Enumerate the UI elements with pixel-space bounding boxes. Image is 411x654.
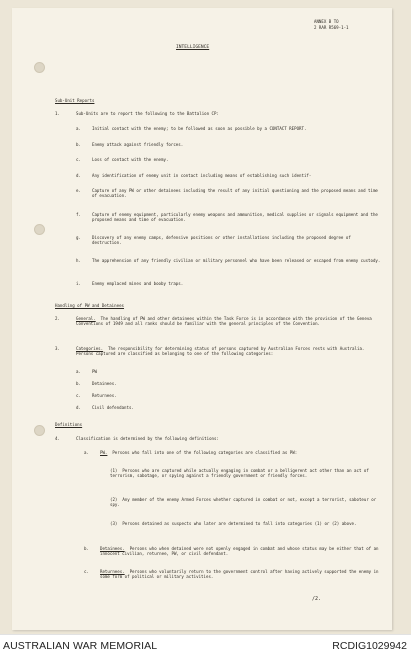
item-text: Loss of contact with the enemy. <box>92 157 169 162</box>
item-label: Detainees. <box>100 546 125 551</box>
item-letter: g. <box>76 235 81 240</box>
item-label: Returnees. <box>100 569 125 574</box>
archive-footer <box>0 634 411 654</box>
paragraph-body: The responsibility for determining status of persons captured by Australian Forces rests with Australia. Persons captured are classified as belonging to one of the following categories: <box>76 346 365 356</box>
item-letter: c. <box>84 569 89 574</box>
paragraph-text <box>76 316 382 326</box>
item-text: The apprehension of any friendly civilian or military personnel who have been released or escaped from enemy custody. <box>92 258 381 263</box>
sub-item <box>110 521 382 526</box>
item-text: Initial contact with the enemy; to be followed as soon as possible by a CONTACT REPORT. <box>92 126 307 131</box>
paragraph-number: 1. <box>55 111 60 116</box>
item-text: Capture of enemy equipment, particularly enemy weapons and ammunition, medical supplies or signals equipment and the proposed means and time of evacuation. <box>92 212 378 222</box>
category-letter: a. <box>76 369 81 374</box>
item-letter: f. <box>76 212 81 217</box>
item-body: Persons who fall into one of the following categories are classified as PW: <box>112 450 298 455</box>
item-text <box>100 450 297 455</box>
item-letter: b. <box>76 142 81 147</box>
paragraph-number: 3. <box>55 346 60 351</box>
page-continuation-marker: /2. <box>312 596 322 602</box>
category-text: Detainees. <box>92 381 117 386</box>
sub-item-number: (2) <box>110 497 118 502</box>
item-text: Discovery of any enemy camps, defensive positions or other installations including the proposed degree of destruction. <box>92 235 351 245</box>
paragraph-label: Categories. <box>76 346 104 351</box>
paragraph-text: Sub-Units are to report the following to the Battalion CP: <box>76 111 219 116</box>
annex-reference-code: 2 RAR R569-1-1 <box>314 25 349 30</box>
paragraph-label: General. <box>76 316 96 321</box>
item-letter: i. <box>76 281 81 286</box>
item-body: Persons who when detained were not openly engaged in combat and whose status may be either that of an innocent civilian, returnee, PW, or civil defendant. <box>100 546 379 556</box>
section-heading: Handling of PW and Detainees <box>55 303 125 308</box>
section-heading: Sub-Unit Reports <box>55 98 95 103</box>
category-text: Civil defendants. <box>92 405 134 410</box>
item-body: Persons who voluntarily return to the government control after having actively supported the enemy in some form of political or military activities. <box>100 569 379 579</box>
item-text: Any identification of enemy unit in contact including means of establishing such identif- <box>92 173 312 178</box>
page-title: INTELLIGENCE <box>176 45 210 50</box>
category-text: PW <box>92 369 97 374</box>
paragraph-number: 4. <box>55 436 60 441</box>
annex-reference: ANNEX B TO <box>314 19 339 24</box>
item-letter: d. <box>76 173 81 178</box>
sub-item-text: Persons detained as suspects who later are determined to fall into categories (1) or (2) above. <box>122 521 357 526</box>
item-letter: h. <box>76 258 81 263</box>
paragraph-number: 2. <box>55 316 60 321</box>
sub-item <box>110 468 382 478</box>
item-text: Enemy attack against friendly forces. <box>92 142 184 147</box>
category-letter: d. <box>76 405 81 410</box>
paragraph-text <box>76 346 382 356</box>
item-text <box>100 569 382 579</box>
item-text: Enemy emplaced mines and booby traps. <box>92 281 184 286</box>
item-letter: a. <box>76 126 81 131</box>
item-letter: e. <box>76 188 81 193</box>
punch-hole <box>34 224 45 235</box>
sub-item-number: (3) <box>110 521 118 526</box>
punch-hole <box>34 62 45 73</box>
sub-item-text: Persons who are captured while actually engaging in combat or a belligerent act other than an act of terrorism, sabotage, or spying against a friendly government or friendly forces. <box>110 468 369 478</box>
sub-item <box>110 497 382 507</box>
item-label: PW. <box>100 450 108 455</box>
sub-item-number: (1) <box>110 468 118 473</box>
sub-item-text: Any member of the enemy Armed Forces whether captured in combat or not, except a terrorist, saboteur or spy. <box>110 497 377 507</box>
category-letter: c. <box>76 393 81 398</box>
category-text: Returnees. <box>92 393 117 398</box>
item-letter: c. <box>76 157 81 162</box>
item-letter: b. <box>84 546 89 551</box>
section-heading: Definitions <box>55 422 83 427</box>
punch-hole <box>34 425 45 436</box>
category-letter: b. <box>76 381 81 386</box>
item-letter: a. <box>84 450 89 455</box>
archive-name: AUSTRALIAN WAR MEMORIAL <box>3 640 158 652</box>
archive-id: RCDIG1029942 <box>332 640 407 652</box>
document-page <box>12 8 392 630</box>
item-text: Capture of any PW or other detainees including the result of any initial questioning and the proposed means and time of evacuation. <box>92 188 378 198</box>
item-text <box>100 546 382 556</box>
paragraph-body: The handling of PW and other detainees within the Task Force is in accordance with the provision of the Geneva Conventions of 1949 and all ranks should be familiar with the general principles of the Convention. <box>76 316 372 326</box>
paragraph-text: Classification is determined by the following definitions: <box>76 436 219 441</box>
